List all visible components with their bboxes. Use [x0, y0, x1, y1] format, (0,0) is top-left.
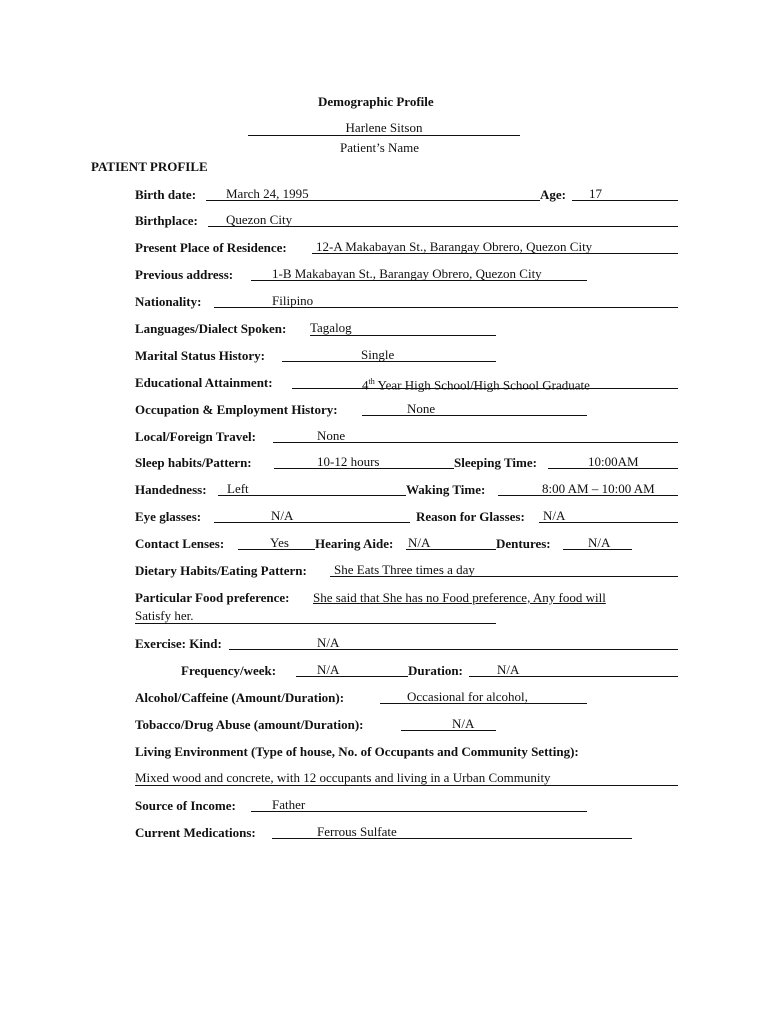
hearing-aide-value: N/A [406, 536, 496, 550]
travel-label: Local/Foreign Travel: [135, 429, 256, 444]
reason-glasses-label: Reason for Glasses: [416, 509, 525, 524]
education-label: Educational Attainment: [135, 375, 273, 390]
occupation-label: Occupation & Employment History: [135, 402, 338, 417]
exercise-kind-label: Exercise: Kind: [135, 636, 222, 651]
patient-name-caption: Patient’s Name [340, 140, 420, 155]
handedness-value: Left [218, 482, 406, 496]
sleeping-time-label: Sleeping Time: [454, 455, 537, 470]
exercise-kind-value: N/A [229, 636, 678, 650]
alcohol-label: Alcohol/Caffeine (Amount/Duration): [135, 690, 345, 705]
education-value-number: 4 [362, 377, 369, 393]
eye-glasses-value: N/A [214, 509, 410, 523]
medications-label: Current Medications: [135, 825, 256, 840]
tobacco-value: N/A [401, 717, 496, 731]
patient-name-field: Harlene Sitson [248, 121, 520, 136]
income-label: Source of Income: [135, 798, 236, 813]
duration-value: N/A [469, 663, 678, 677]
dietary-value: She Eats Three times a day [330, 563, 678, 577]
education-value [292, 375, 678, 393]
waking-time-value: 8:00 AM – 10:00 AM [498, 482, 678, 496]
age-value: 17 [572, 187, 678, 201]
frequency-value: N/A [296, 663, 408, 677]
present-residence-value: 12-A Makabayan St., Barangay Obrero, Quezon City [312, 240, 678, 254]
nationality-label: Nationality: [135, 294, 202, 309]
languages-value: Tagalog [310, 321, 496, 336]
age-label: Age: [540, 187, 566, 202]
education-value-suffix: th [368, 377, 375, 386]
living-environment-value: Mixed wood and concrete, with 12 occupants and living in a Urban Community [135, 771, 678, 786]
duration-label: Duration: [408, 663, 463, 678]
section-heading: PATIENT PROFILE [91, 159, 208, 174]
frequency-label: Frequency/week: [181, 663, 277, 678]
eye-glasses-label: Eye glasses: [135, 509, 202, 524]
waking-time-label: Waking Time: [406, 482, 486, 497]
birth-date-label: Birth date: [135, 187, 197, 202]
nationality-value: Filipino [214, 294, 678, 308]
tobacco-label: Tobacco/Drug Abuse (amount/Duration): [135, 717, 364, 732]
dentures-label: Dentures: [496, 536, 551, 551]
food-preference-label: Particular Food preference: [135, 590, 290, 605]
sleep-pattern-label: Sleep habits/Pattern: [135, 455, 252, 470]
dentures-value: N/A [563, 536, 632, 550]
sleep-pattern-value: 10-12 hours [274, 455, 454, 469]
education-value-text: Year High School/High School Graduate [374, 377, 590, 393]
document-title: Demographic Profile [318, 94, 434, 109]
marital-status-value: Single [282, 348, 496, 362]
previous-address-value: 1-B Makabayan St., Barangay Obrero, Quezon City [251, 267, 587, 281]
alcohol-value: Occasional for alcohol, [380, 690, 587, 704]
birthplace-label: Birthplace: [135, 213, 198, 228]
birthplace-value: Quezon City [208, 213, 678, 227]
living-environment-label: Living Environment (Type of house, No. of Occupants and Community Setting): [135, 744, 579, 759]
occupation-value: None [362, 402, 587, 416]
hearing-aide-label: Hearing Aide: [315, 536, 394, 551]
contact-lenses-value: Yes [238, 536, 315, 550]
birth-date-value: March 24, 1995 [206, 187, 540, 201]
sleeping-time-value: 10:00AM [548, 455, 678, 469]
languages-label: Languages/Dialect Spoken: [135, 321, 287, 336]
contact-lenses-label: Contact Lenses: [135, 536, 225, 551]
travel-value: None [273, 429, 678, 443]
handedness-label: Handedness: [135, 482, 207, 497]
reason-glasses-value: N/A [539, 509, 678, 523]
dietary-label: Dietary Habits/Eating Pattern: [135, 563, 307, 578]
food-preference-value-line1: She said that She has no Food preference, Any food will [313, 590, 606, 605]
marital-status-label: Marital Status History: [135, 348, 265, 363]
income-value: Father [251, 798, 587, 812]
present-residence-label: Present Place of Residence: [135, 240, 287, 255]
previous-address-label: Previous address: [135, 267, 234, 282]
medications-value: Ferrous Sulfate [272, 825, 632, 839]
food-preference-value-line2: Satisfy her. [135, 609, 496, 624]
